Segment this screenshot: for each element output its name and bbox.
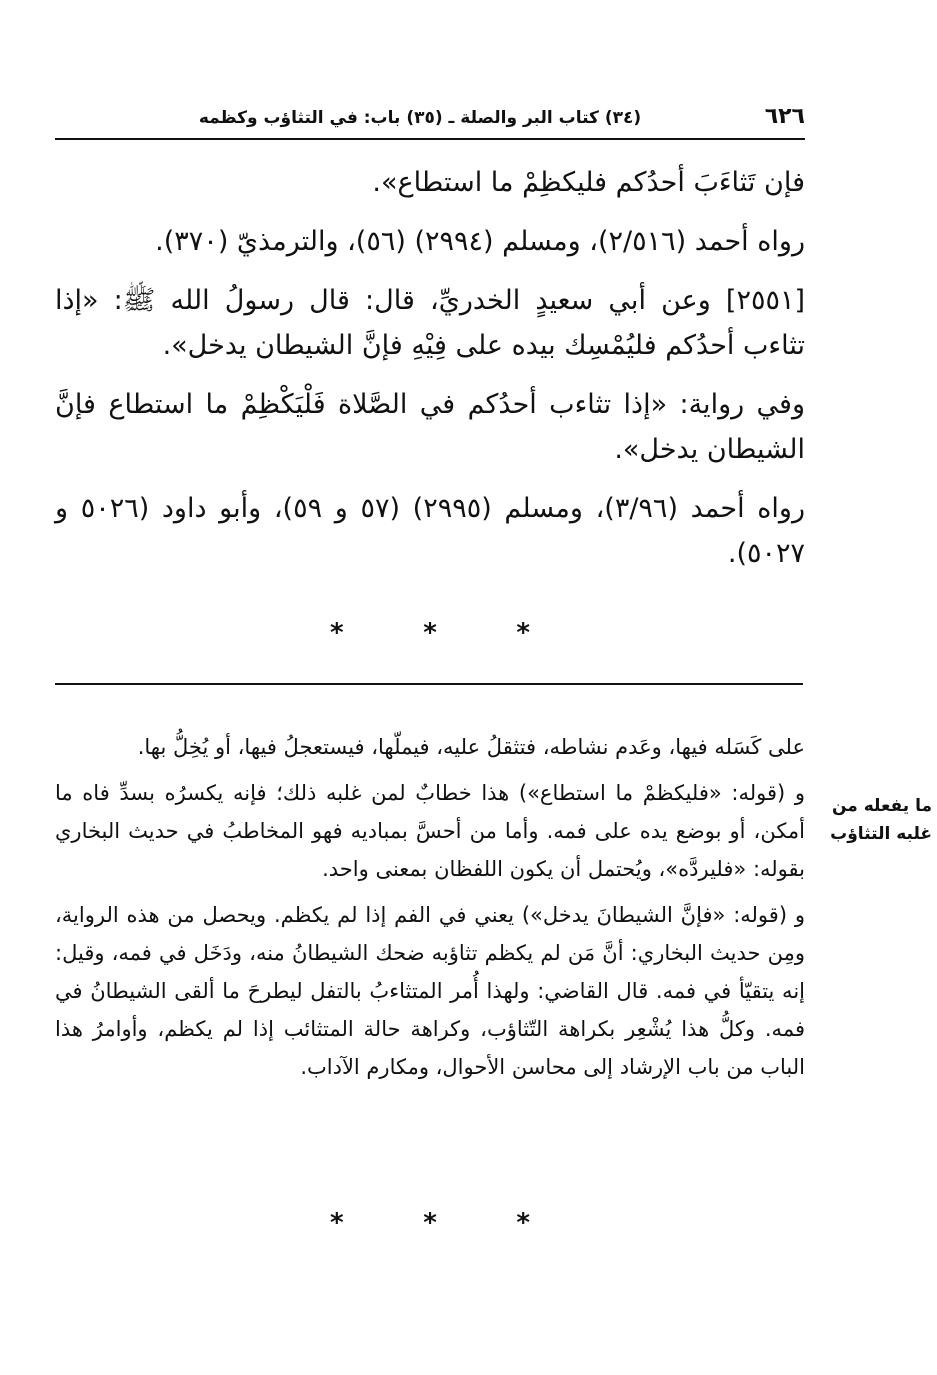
commentary-paragraph: على كَسَله فيها، وعَدم نشاطه، فتثقلُ عليه، فيملّها، فيستعجلُ فيها، أو يُخِلُّ بها. [137,735,805,759]
hadith-paragraph: [٢٥٥١] وعن أبي سعيدٍ الخدريِّ، قال: قال رسولُ الله ﷺ: «إذا تثاءب أحدُكم فليُمْسِك بيده على فِيْهِ فإنَّ الشيطان يدخل». [55,285,805,361]
commentary-text [55,728,805,1094]
running-title: (٣٤) كتاب البر والصلة ـ (٣٥) باب: في التثاؤب وكظمه [198,108,642,128]
margin-note: ما يفعله من غلبه التثاؤب [830,796,932,844]
star-glyph: * [423,618,437,648]
commentary-paragraph: و (قوله: «فإنَّ الشيطانَ يدخل») يعني في الفم إذا لم يكظم. ويحصل من هذه الرواية، ومِن حديث البخاري: أنَّ مَن لم يكظم تثاؤبه ضحك الشيطانُ منه، ودَخَل في فمه، وقيل: إنه يتقيّأ في فمه. قال القاضي: ولهذا أُمر المتثاءبُ بالتفل ليطرحَ ما ألقى الشيطانُ في فمه. وكلُّ هذا يُشْعِر بكراهة التّثاؤب، وكراهة حالة المتثائب إذا لم يكظم، وأوامرُ هذا الباب من باب الإرشاد إلى محاسن الأحوال، ومكارم الآداب. [55,903,805,1079]
end-separator [330,1208,530,1238]
footnote-divider [55,683,803,685]
page-header [55,102,805,140]
star-glyph: * [516,1208,530,1238]
hadith-paragraph: وفي رواية: «إذا تثاءب أحدُكم في الصَّلاة فَلْيَكْظِمْ ما استطاع فإنَّ الشيطان يدخل». [55,389,805,465]
hadith-citation: رواه أحمد (٣/٩٦)، ومسلم (٢٩٩٥) (٥٧ و ٥٩)، وأبو داود (٥٠٢٦ و ٥٠٢٧). [55,493,805,569]
commentary-paragraph: و (قوله: «فليكظمْ ما استطاع») هذا خطابٌ لمن غلبه ذلك؛ فإنه يكسرُه بسدِّ فاه ما أمكن، أو بوضع يده على فمه. وأما من أحسَّ بمباديه فهو المخاطبُ في حديث البخاري بقوله: «فليردَّه»، ويُحتمل أن يكون اللفظان بمعنى واحد. [55,781,805,881]
star-glyph: * [423,1208,437,1238]
hadith-citation: رواه أحمد (٢/٥١٦)، ومسلم (٢٩٩٤) (٥٦)، والترمذيّ (٣٧٠). [155,226,805,257]
star-glyph: * [330,1208,344,1238]
section-separator [330,618,530,648]
hadith-paragraph: فإن تَثاءَبَ أحدُكم فليكظِمْ ما استطاع». [372,167,805,198]
hadith-text [55,160,805,590]
star-glyph: * [330,618,344,648]
page-number: ٦٢٦ [764,104,805,129]
star-glyph: * [516,618,530,648]
